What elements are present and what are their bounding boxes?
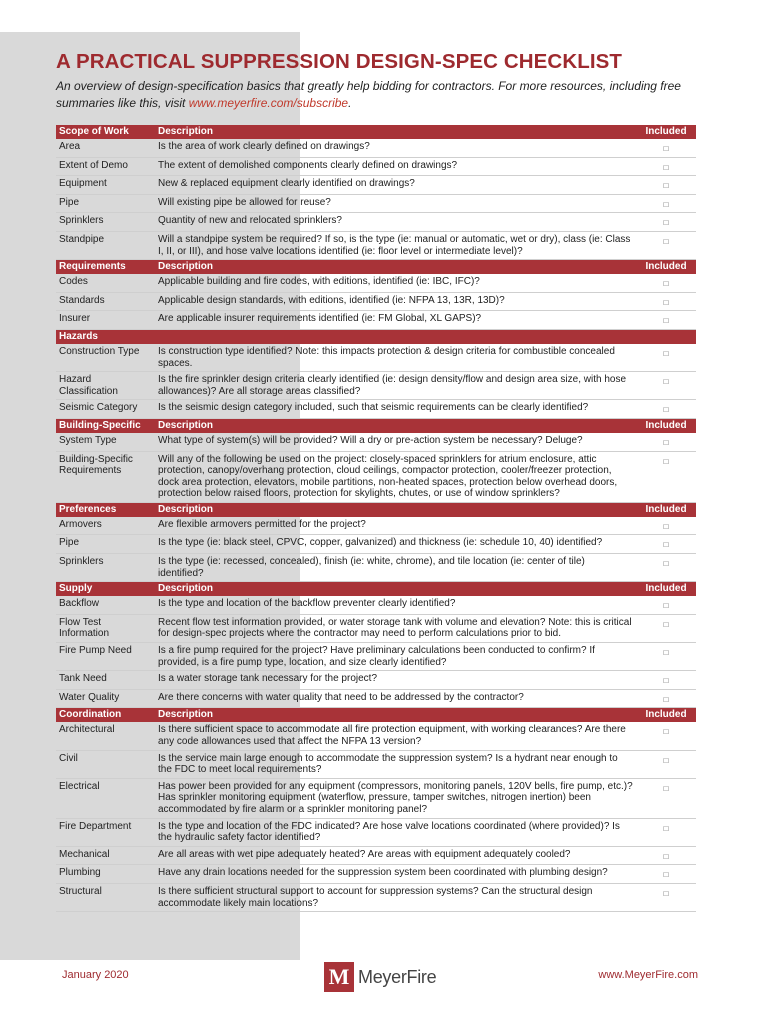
item-category: Backflow (56, 596, 155, 614)
checklist-row (56, 372, 696, 400)
item-description: Is there sufficient space to accommodate all fire protection equipment, with working clearances? Are there any code allowances used that affect the NFPA 13 version? (155, 722, 636, 750)
section-included-header: Included (636, 708, 696, 723)
included-checkbox-icon[interactable]: □ (636, 231, 696, 259)
checklist-row (56, 865, 696, 884)
item-category: Fire Pump Need (56, 643, 155, 671)
item-description: Is the seismic design category included, such that seismic requirements can be clearly identified? (155, 400, 636, 419)
checklist-row (56, 157, 696, 176)
item-category: Structural (56, 883, 155, 911)
item-category: Codes (56, 274, 155, 292)
item-category: Equipment (56, 176, 155, 195)
checklist-row (56, 750, 696, 778)
checklist-row (56, 643, 696, 671)
item-description: What type of system(s) will be provided? Will a dry or pre-action system be necessary? Deluge? (155, 433, 636, 451)
item-category: System Type (56, 433, 155, 451)
included-checkbox-icon[interactable]: □ (636, 451, 696, 502)
checklist-row (56, 451, 696, 502)
section-name: Requirements (56, 260, 155, 275)
item-category: Flow Test Information (56, 614, 155, 642)
item-category: Fire Department (56, 818, 155, 846)
section-description-header: Description (155, 708, 636, 723)
item-description: Is there sufficient structural support to account for suppression systems? Can the structural design accommodate likely main locations? (155, 883, 636, 911)
included-checkbox-icon[interactable]: □ (636, 157, 696, 176)
checklist-row (56, 535, 696, 554)
section-name: Hazards (56, 329, 155, 344)
included-checkbox-icon[interactable]: □ (636, 596, 696, 614)
item-description: Will a standpipe system be required? If so, is the type (ie: manual or automatic, wet or dry), class (ie: Class I, II, or III), and hose valve locations identified (ie: floor level or intermediate level)? (155, 231, 636, 259)
footer-website-link[interactable]: www.MeyerFire.com (598, 969, 698, 981)
section-name: Supply (56, 582, 155, 597)
section-description-header: Description (155, 582, 636, 597)
item-category: Building-Specific Requirements (56, 451, 155, 502)
section-header (56, 260, 696, 275)
page-title: A PRACTICAL SUPPRESSION DESIGN-SPEC CHECKLIST (56, 50, 623, 73)
page-subtitle (56, 78, 696, 112)
item-description: Is construction type identified? Note: this impacts protection & design criteria for combustible concealed spaces. (155, 344, 636, 372)
section-header (56, 418, 696, 433)
checklist-row (56, 311, 696, 330)
included-checkbox-icon[interactable]: □ (636, 643, 696, 671)
document-body (56, 50, 696, 912)
section-name: Coordination (56, 708, 155, 723)
item-description: Applicable building and fire codes, with editions, identified (ie: IBC, IFC)? (155, 274, 636, 292)
item-description: Will existing pipe be allowed for reuse? (155, 194, 636, 213)
checklist-row (56, 400, 696, 419)
section-name: Building-Specific (56, 418, 155, 433)
checklist-row (56, 554, 696, 582)
section-header (56, 582, 696, 597)
included-checkbox-icon[interactable]: □ (636, 554, 696, 582)
checklist-table (56, 125, 696, 912)
included-checkbox-icon[interactable]: □ (636, 213, 696, 232)
checklist-row (56, 274, 696, 292)
section-included-header: Included (636, 502, 696, 517)
item-description: The extent of demolished components clearly defined on drawings? (155, 157, 636, 176)
subtitle-end: . (348, 96, 352, 110)
item-category: Seismic Category (56, 400, 155, 419)
item-description: Will any of the following be used on the project: closely-spaced sprinklers for atrium enclosure, attic protection, canopy/overhang protection, cloud ceilings, compactor protection, cooler/freezer protection, dock area protection, elevators, mobile partitions, non-heated spaces, protection below overhead doors, protection below raised floors, protection for skylights, chutes, or use of window sprinklers? (155, 451, 636, 502)
included-checkbox-icon[interactable]: □ (636, 865, 696, 884)
logo-name: MeyerFire (358, 966, 437, 987)
section-included-header: Included (636, 582, 696, 597)
item-description: Are all areas with wet pipe adequately heated? Are areas with equipment adequately cooled? (155, 846, 636, 865)
section-included-header: Included (636, 418, 696, 433)
checklist-row (56, 671, 696, 690)
included-checkbox-icon[interactable]: □ (636, 176, 696, 195)
item-description: Are flexible armovers permitted for the project? (155, 517, 636, 535)
section-description-header: Description (155, 418, 636, 433)
checklist-row (56, 778, 696, 818)
checklist-body (56, 125, 696, 912)
section-description-header: Description (155, 125, 636, 139)
checklist-row (56, 213, 696, 232)
checklist-row (56, 292, 696, 311)
item-description: Recent flow test information provided, or water storage tank with volume and elevation? Note: this is critical for design-spec projects where the contractor may need to perform calculations prior to bid. (155, 614, 636, 642)
item-description: Is the type (ie: recessed, concealed), finish (ie: white, chrome), and tile location (ie: center of tile) identified? (155, 554, 636, 582)
section-included-header (636, 329, 696, 344)
included-checkbox-icon[interactable]: □ (636, 614, 696, 642)
section-name: Preferences (56, 502, 155, 517)
meyerfire-logo (324, 962, 436, 992)
item-description: Are applicable insurer requirements identified (ie: FM Global, XL GAPS)? (155, 311, 636, 330)
item-description: Are there concerns with water quality that need to be addressed by the contractor? (155, 689, 636, 708)
checklist-row (56, 433, 696, 451)
included-checkbox-icon[interactable]: □ (636, 846, 696, 865)
checklist-row (56, 614, 696, 642)
included-checkbox-icon[interactable]: □ (636, 722, 696, 750)
section-included-header: Included (636, 260, 696, 275)
item-category: Plumbing (56, 865, 155, 884)
section-header (56, 329, 696, 344)
section-description-header: Description (155, 502, 636, 517)
included-checkbox-icon[interactable]: □ (636, 517, 696, 535)
subscribe-link[interactable]: www.meyerfire.com/subscribe (188, 96, 349, 110)
included-checkbox-icon[interactable]: □ (636, 433, 696, 451)
checklist-row (56, 818, 696, 846)
logo-mark-icon: M (324, 962, 354, 992)
included-checkbox-icon[interactable]: □ (636, 344, 696, 372)
checklist-row (56, 176, 696, 195)
item-category: Standpipe (56, 231, 155, 259)
included-checkbox-icon[interactable]: □ (636, 818, 696, 846)
item-category: Area (56, 139, 155, 157)
included-checkbox-icon[interactable]: □ (636, 883, 696, 911)
item-category: Sprinklers (56, 554, 155, 582)
included-checkbox-icon[interactable]: □ (636, 274, 696, 292)
footer-date: January 2020 (62, 969, 129, 981)
included-checkbox-icon[interactable]: □ (636, 311, 696, 330)
item-category: Mechanical (56, 846, 155, 865)
included-checkbox-icon[interactable]: □ (636, 689, 696, 708)
item-category: Architectural (56, 722, 155, 750)
subtitle-text: An overview of design-specification basics that greatly help bidding for contractors. For more resources, including free summaries like this, visit (56, 79, 681, 110)
included-checkbox-icon[interactable]: □ (636, 671, 696, 690)
included-checkbox-icon[interactable]: □ (636, 139, 696, 157)
item-description: Is a fire pump required for the project? Have preliminary calculations been conducted to confirm? If provided, is a fire pump type, location, and size clearly identified? (155, 643, 636, 671)
item-category: Standards (56, 292, 155, 311)
item-description: Is the type and location of the backflow preventer clearly identified? (155, 596, 636, 614)
checklist-row (56, 344, 696, 372)
checklist-row (56, 517, 696, 535)
item-description: Quantity of new and relocated sprinklers? (155, 213, 636, 232)
item-description: Is the area of work clearly defined on drawings? (155, 139, 636, 157)
section-description-header: Description (155, 260, 636, 275)
checklist-row (56, 139, 696, 157)
item-description: Is the fire sprinkler design criteria clearly identified (ie: design density/flow and design area size, with hose allowances)? Are all storage areas classified? (155, 372, 636, 400)
included-checkbox-icon[interactable]: □ (636, 400, 696, 419)
checklist-row (56, 689, 696, 708)
checklist-row (56, 722, 696, 750)
included-checkbox-icon[interactable]: □ (636, 535, 696, 554)
item-description: Has power been provided for any equipment (compressors, monitoring panels, 120V bells, fire pump, etc.)? Has sprinkler monitoring equipment (waterflow, pressure, tamper switches, nitrogen inertion) been accommodated by fire alarm or a sprinkler monitoring panel? (155, 778, 636, 818)
included-checkbox-icon[interactable]: □ (636, 778, 696, 818)
item-description: Is the service main large enough to accommodate the suppression system? Is a hydrant near enough to the FDC to meet local requirements? (155, 750, 636, 778)
checklist-row (56, 596, 696, 614)
item-description: Have any drain locations needed for the suppression system been coordinated with plumbing design? (155, 865, 636, 884)
checklist-row (56, 194, 696, 213)
item-category: Construction Type (56, 344, 155, 372)
included-checkbox-icon[interactable]: □ (636, 194, 696, 213)
included-checkbox-icon[interactable]: □ (636, 750, 696, 778)
checklist-row (56, 231, 696, 259)
item-category: Extent of Demo (56, 157, 155, 176)
item-category: Water Quality (56, 689, 155, 708)
section-header (56, 708, 696, 723)
page-footer (0, 960, 768, 1024)
item-category: Electrical (56, 778, 155, 818)
included-checkbox-icon[interactable]: □ (636, 292, 696, 311)
section-header (56, 125, 696, 139)
item-category: Armovers (56, 517, 155, 535)
item-category: Insurer (56, 311, 155, 330)
item-description: Applicable design standards, with editions, identified (ie: NFPA 13, 13R, 13D)? (155, 292, 636, 311)
top-strip (0, 0, 300, 32)
section-description-header (155, 329, 636, 344)
item-category: Pipe (56, 535, 155, 554)
item-category: Sprinklers (56, 213, 155, 232)
section-name: Scope of Work (56, 125, 155, 139)
item-description: New & replaced equipment clearly identified on drawings? (155, 176, 636, 195)
item-category: Hazard Classification (56, 372, 155, 400)
item-description: Is the type (ie: black steel, CPVC, copper, galvanized) and thickness (ie: schedule 10, 40) identified? (155, 535, 636, 554)
item-category: Tank Need (56, 671, 155, 690)
checklist-row (56, 883, 696, 911)
item-category: Civil (56, 750, 155, 778)
item-description: Is the type and location of the FDC indicated? Are hose valve locations coordinated (where provided)? Is the hydraulic safety factor identified? (155, 818, 636, 846)
section-header (56, 502, 696, 517)
checklist-row (56, 846, 696, 865)
item-category: Pipe (56, 194, 155, 213)
section-included-header: Included (636, 125, 696, 139)
included-checkbox-icon[interactable]: □ (636, 372, 696, 400)
item-description: Is a water storage tank necessary for the project? (155, 671, 636, 690)
